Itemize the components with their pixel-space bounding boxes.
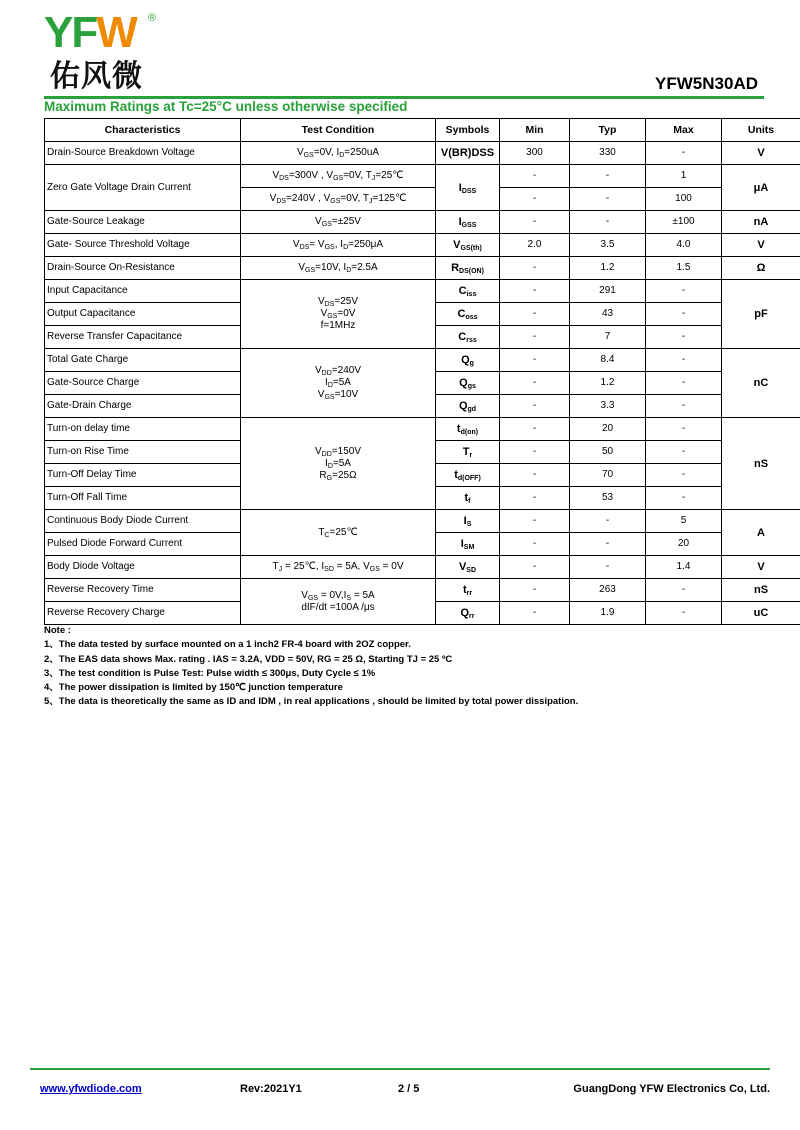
typ-cell: 330 (570, 142, 646, 165)
subscript: DS (299, 244, 310, 251)
characteristic-cell: Body Diode Voltage (45, 556, 241, 579)
max-cell: - (646, 280, 722, 303)
group-condition-cell (241, 579, 436, 625)
symbol-cell: $t_{d(OFF)}$ (436, 464, 500, 487)
note-item: 4、The power dissipation is limited by 150℃ junction temperature (44, 682, 343, 694)
max-cell: ±100 (646, 211, 722, 234)
typ-cell: - (570, 510, 646, 533)
min-cell: - (500, 188, 570, 211)
subscript: DSS (461, 187, 477, 195)
note-item: 2、The EAS data shows Max. rating . IAS = 3.2A, VDD = 50V, RG = 25 Ω, Starting TJ = 25 ºC (44, 653, 453, 665)
footer-divider (30, 1068, 770, 1070)
characteristic-cell: Output Capacitance (45, 303, 241, 326)
unit-cell: nS (722, 579, 800, 602)
condition-line: $I_D=5A$ (325, 457, 351, 470)
typ-cell: 3.5 (570, 234, 646, 257)
condition-cell: $V_{DS}=240V$ , $V_{GS}=0V$, $T_J=125℃$ (241, 188, 436, 211)
min-cell: - (500, 165, 570, 188)
condition-line: $V_{GS}=0V$ (320, 308, 356, 320)
subscript: SD (466, 567, 477, 574)
characteristic-cell: Turn-Off Delay Time (45, 464, 241, 487)
min-cell: - (500, 395, 570, 418)
typ-cell: 50 (570, 441, 646, 464)
max-cell: - (646, 142, 722, 165)
max-cell: - (646, 372, 722, 395)
unit-cell: nC (722, 349, 800, 418)
symbol-cell: $T_r$ (436, 441, 500, 464)
subscript: gd (467, 406, 477, 413)
min-cell: - (500, 257, 570, 280)
max-cell: - (646, 464, 722, 487)
condition-line: $V_{GS}=10V$ (317, 389, 359, 401)
subscript: D (327, 382, 333, 389)
max-cell: 4.0 (646, 234, 722, 257)
subscript: DD (321, 370, 332, 377)
unit-cell: pF (722, 280, 800, 349)
subscript: D (346, 267, 352, 274)
symbol-cell: $V_{SD}$ (436, 556, 500, 579)
typ-cell: 3.3 (570, 395, 646, 418)
characteristic-cell: Gate-Source Leakage (45, 211, 241, 234)
company-name: GuangDong YFW Electronics Co, Ltd. (573, 1083, 770, 1095)
part-number: YFW5N30AD (655, 74, 758, 93)
condition-cell: $V_{GS}=\pm 25V$ (241, 211, 436, 234)
subscript: D (339, 152, 345, 159)
logo-letter-accent: W (96, 8, 136, 57)
max-cell: - (646, 602, 722, 625)
section-title: Maximum Ratings at Tc=25°C unless otherwise specified (44, 99, 408, 114)
unit-cell: Ω (722, 257, 800, 280)
symbol-cell: $Q_{rr}$ (436, 602, 500, 625)
condition-line: $T_C=25℃$ (318, 526, 358, 539)
table-header-row (45, 119, 800, 142)
subscript: rr (466, 590, 473, 597)
condition-line: $V_{DS}=25V$ (317, 296, 359, 308)
max-cell: 1.5 (646, 257, 722, 280)
unit-cell: A (722, 510, 800, 556)
unit-cell: V (722, 234, 800, 257)
max-cell: - (646, 349, 722, 372)
characteristic-cell: Pulsed Diode Forward Current (45, 533, 241, 556)
max-cell: - (646, 441, 722, 464)
min-cell: - (500, 533, 570, 556)
subscript: GS (333, 175, 344, 182)
header-test-condition: Test Condition (241, 119, 436, 142)
max-cell: 20 (646, 533, 722, 556)
characteristic-cell: Gate-Source Charge (45, 372, 241, 395)
condition-line: $V_{DD}=240V$ (315, 365, 361, 377)
characteristic-cell: Total Gate Charge (45, 349, 241, 372)
unit-cell: V (722, 556, 800, 579)
registered-mark: ® (148, 12, 157, 24)
subscript: rss (466, 337, 477, 344)
typ-cell: - (570, 533, 646, 556)
table-row (45, 211, 800, 234)
typ-cell: 7 (570, 326, 646, 349)
condition-line: $V_{DD}=150V$ (315, 445, 361, 458)
symbol-cell: $t_{rr}$ (436, 579, 500, 602)
symbol-cell: $t_f$ (436, 487, 500, 510)
table-row (45, 510, 800, 533)
subscript: DS (324, 301, 335, 308)
subscript: GS (305, 267, 316, 274)
condition-line: f=1MHz (320, 320, 356, 331)
subscript: DS(ON) (459, 268, 484, 275)
min-cell: - (500, 211, 570, 234)
condition-line: $R_G=25\Omega$ (319, 469, 357, 482)
max-cell: - (646, 579, 722, 602)
condition-cell: $V_{GS}=10V$, $I_D=2.5A$ (241, 257, 436, 280)
min-cell: - (500, 372, 570, 395)
symbol-cell: $V_{GS(th)}$ (436, 234, 500, 257)
revision-label: Rev:2021Y1 (240, 1083, 302, 1095)
company-logo (44, 10, 164, 94)
group-condition-cell (241, 280, 436, 349)
subscript: GS (324, 244, 335, 251)
symbol-cell: $I_{DSS}$ (436, 165, 500, 211)
subscript: DD (321, 450, 332, 458)
characteristic-cell: Reverse Recovery Time (45, 579, 241, 602)
subscript: GS (324, 394, 335, 401)
min-cell: - (500, 556, 570, 579)
min-cell: - (500, 303, 570, 326)
subscript: DS (276, 198, 287, 205)
min-cell: - (500, 326, 570, 349)
unit-cell: V (722, 142, 800, 165)
condition-line: $V_{GS} = 0V,I_S = 5A$ (301, 589, 375, 602)
characteristic-cell: Drain-Source Breakdown Voltage (45, 142, 241, 165)
logo-letters-main: YF (44, 8, 97, 57)
condition-line: $I_D=5A$ (325, 377, 351, 389)
max-cell: - (646, 487, 722, 510)
unit-cell: uC (722, 602, 800, 625)
characteristic-cell: Drain-Source On-Resistance (45, 257, 241, 280)
max-cell: - (646, 303, 722, 326)
note-item: 1、The data tested by surface mounted on a 1 inch2 FR-4 board with 2OZ copper. (44, 639, 411, 651)
typ-cell: 291 (570, 280, 646, 303)
subscript: gs (467, 383, 476, 390)
max-cell: - (646, 395, 722, 418)
note-item: 5、The data is theoretically the same as ID and IDM , in real applications , should be limited by total power dissipation. (44, 696, 579, 708)
typ-cell: - (570, 165, 646, 188)
subscript: GS(th) (460, 245, 482, 252)
subscript: S (466, 521, 472, 528)
subscript: D (327, 462, 333, 470)
max-cell: - (646, 418, 722, 441)
characteristic-cell: Reverse Recovery Charge (45, 602, 241, 625)
subscript: GS (369, 566, 380, 573)
characteristic-cell: Gate- Source Threshold Voltage (45, 234, 241, 257)
min-cell: - (500, 602, 570, 625)
subscript: J (278, 566, 283, 573)
table-row (45, 234, 800, 257)
min-cell: 2.0 (500, 234, 570, 257)
typ-cell: 20 (570, 418, 646, 441)
subscript: GS (327, 313, 338, 320)
symbol-cell: $Q_g$ (436, 349, 500, 372)
typ-cell: 1.2 (570, 257, 646, 280)
group-condition-cell (241, 349, 436, 418)
subscript: f (468, 498, 471, 505)
subscript: J (369, 198, 373, 205)
condition-line: dIF/dt =100A /μs (301, 601, 375, 613)
typ-cell: 1.2 (570, 372, 646, 395)
unit-cell: μA (722, 165, 800, 211)
symbol-cell: $I_{SM}$ (436, 533, 500, 556)
group-condition-cell (241, 510, 436, 556)
table-row (45, 418, 800, 441)
header-symbols: Symbols (436, 119, 500, 142)
min-cell: - (500, 579, 570, 602)
typ-cell: 263 (570, 579, 646, 602)
table-row (45, 280, 800, 303)
typ-cell: 1.9 (570, 602, 646, 625)
subscript: GS (307, 594, 319, 602)
max-cell: 1.4 (646, 556, 722, 579)
subscript: D (343, 244, 349, 251)
max-cell: 5 (646, 510, 722, 533)
subscript: d(on) (460, 429, 479, 436)
condition-cell: $V_{DS}= V_{GS}$, $I_D=250\mu A$ (241, 234, 436, 257)
typ-cell: 70 (570, 464, 646, 487)
condition-cell: $T_J$ = 25℃, $I_{SD} = 5A$, $V_{GS} = 0V$ (241, 556, 436, 579)
subscript: r (469, 452, 473, 459)
min-cell: - (500, 510, 570, 533)
subscript: rr (469, 613, 475, 620)
table-row (45, 165, 800, 188)
header-min: Min (500, 119, 570, 142)
subscript: iss (466, 291, 477, 298)
typ-cell: 43 (570, 303, 646, 326)
subscript: d(OFF) (457, 475, 481, 482)
table-row (45, 579, 800, 602)
typ-cell: - (570, 188, 646, 211)
condition-cell: $V_{DS}=300V$ , $V_{GS}=0V$, $T_J=25℃$ (241, 165, 436, 188)
header-typ: Typ (570, 119, 646, 142)
ratings-table (44, 118, 800, 625)
subscript: oss (465, 314, 478, 321)
symbol-cell: $I_{GSS}$ (436, 211, 500, 234)
subscript: GS (321, 221, 332, 228)
min-cell: 300 (500, 142, 570, 165)
header-characteristics: Characteristics (45, 119, 241, 142)
notes-heading: Note : (44, 625, 71, 636)
subscript: GSS (461, 222, 477, 229)
symbol-cell: $I_S$ (436, 510, 500, 533)
table-row (45, 349, 800, 372)
min-cell: - (500, 464, 570, 487)
header-max: Max (646, 119, 722, 142)
symbol-cell: $C_{oss}$ (436, 303, 500, 326)
logo-chinese-name: 佑风微 (50, 59, 143, 94)
typ-cell: - (570, 556, 646, 579)
symbol-cell: $Q_{gd}$ (436, 395, 500, 418)
max-cell: 100 (646, 188, 722, 211)
subscript: DS (279, 175, 289, 182)
symbol-cell: $C_{rss}$ (436, 326, 500, 349)
subscript: g (469, 360, 474, 367)
header-units: Units (722, 119, 800, 142)
characteristic-cell: Turn-on Rise Time (45, 441, 241, 464)
typ-cell: 8.4 (570, 349, 646, 372)
unit-cell: nA (722, 211, 800, 234)
subscript: S (346, 594, 352, 602)
characteristic-cell: Zero Gate Voltage Drain Current (45, 165, 241, 211)
table-row (45, 142, 800, 165)
typ-cell: 53 (570, 487, 646, 510)
symbol-cell: $t_{d(on)}$ (436, 418, 500, 441)
note-item: 3、The test condition is Pulse Test: Pulse width ≤ 300μs, Duty Cycle ≤ 1% (44, 667, 376, 679)
unit-cell: nS (722, 418, 800, 510)
subscript: G (326, 474, 333, 482)
logo-letters (44, 10, 136, 56)
min-cell: - (500, 441, 570, 464)
max-cell: 1 (646, 165, 722, 188)
min-cell: - (500, 418, 570, 441)
table-row (45, 556, 800, 579)
table-row (45, 257, 800, 280)
min-cell: - (500, 349, 570, 372)
symbol-cell: $R_{DS(ON)}$ (436, 257, 500, 280)
subscript: GS (330, 198, 341, 205)
characteristic-cell: Input Capacitance (45, 280, 241, 303)
symbol-cell: $Q_{gs}$ (436, 372, 500, 395)
notes-section (44, 624, 578, 710)
symbol-cell: V(BR)DSS (436, 142, 500, 165)
subscript: GS (303, 152, 314, 159)
condition-cell: $V_{GS}=0V$, $I_D=250uA$ (241, 142, 436, 165)
subscript: C (324, 531, 330, 539)
subscript: SD (324, 566, 334, 573)
characteristic-cell: Turn-Off Fall Time (45, 487, 241, 510)
symbol-cell: $C_{iss}$ (436, 280, 500, 303)
subscript: SM (463, 544, 475, 551)
group-condition-cell (241, 418, 436, 510)
characteristic-cell: Turn-on delay time (45, 418, 241, 441)
min-cell: - (500, 487, 570, 510)
characteristic-cell: Continuous Body Diode Current (45, 510, 241, 533)
max-cell: - (646, 326, 722, 349)
page-number: 2 / 5 (398, 1083, 420, 1095)
min-cell: - (500, 280, 570, 303)
typ-cell: - (570, 211, 646, 234)
website-link[interactable]: www.yfwdiode.com (40, 1083, 142, 1095)
characteristic-cell: Gate-Drain Charge (45, 395, 241, 418)
characteristic-cell: Reverse Transfer Capacitance (45, 326, 241, 349)
subscript: J (371, 175, 376, 182)
